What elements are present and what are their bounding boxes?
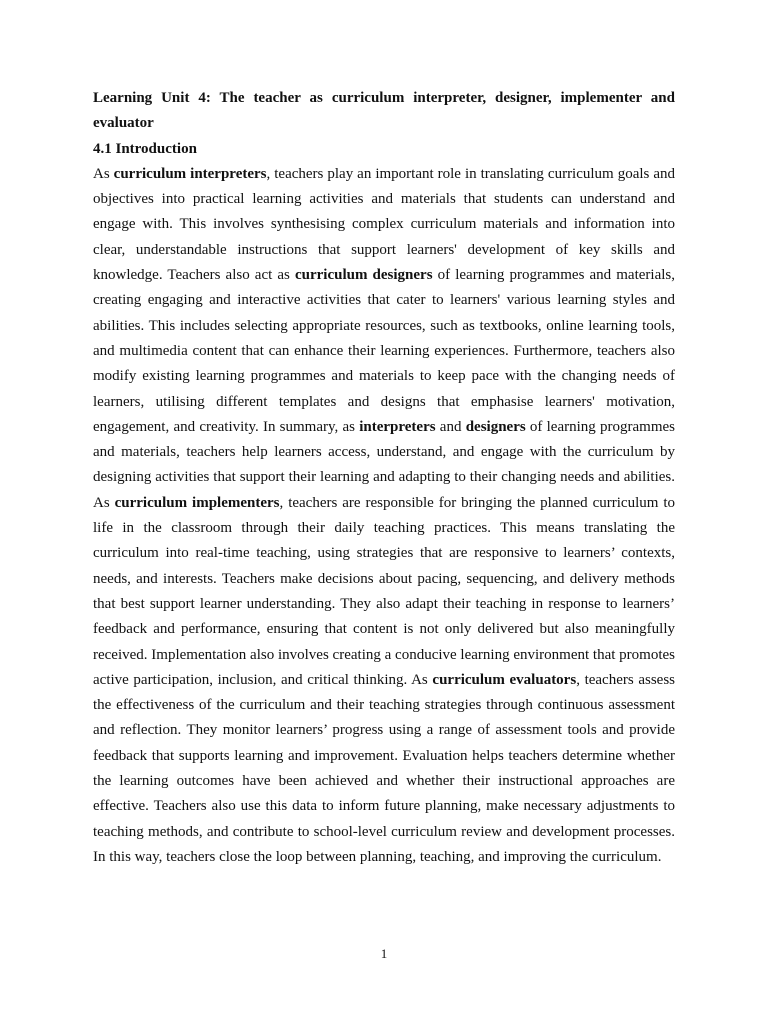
unit-title: Learning Unit 4: The teacher as curriculum interpreter, designer, implementer and evaluator <box>93 90 675 132</box>
page-number: 1 <box>380 946 388 961</box>
document-page <box>93 86 675 870</box>
bold-term: designers <box>465 418 526 435</box>
bold-term: curriculum evaluators <box>432 671 577 688</box>
paragraph-text: , teachers play an important role in translating curriculum goals and objectives into practical learning activities and materials that students can understand and engage with. This involves synthesising complex curriculum materials and information into clear, understandable instructions that support learners' development of key skills and knowledge. Teachers also act as <box>93 165 676 284</box>
section-heading: 4.1 Introduction <box>93 140 197 157</box>
bold-term: curriculum interpreters <box>113 165 267 182</box>
bold-term: curriculum designers <box>294 267 433 284</box>
paragraph-text: and <box>435 418 466 435</box>
paragraph-text: of learning programmes and materials, creating engaging and interactive activities that cater to learners' various learning styles and abilities. This includes selecting appropriate resources, such as textbooks, online learning tools, and multimedia content that can enhance their learning experiences. Furthermore, teachers also modify existing learning programmes and materials to keep pace with the changing needs of learners, utilising different templates and designs that emphasise learners' motivation, engagement, and creativity. In summary, as <box>93 267 675 435</box>
bold-term: interpreters <box>359 418 436 435</box>
introduction-paragraph <box>93 162 675 870</box>
bold-term: curriculum implementers <box>114 494 280 511</box>
paragraph-text: As <box>93 165 114 182</box>
paragraph-text: , teachers assess the effectiveness of the curriculum and their teaching strategies through continuous assessment and reflection. They monitor learners’ progress using a range of assessment tools and provide feedback that supports learning and improvement. Evaluation helps teachers determine whether the learning outcomes have been achieved and whether their instructional approaches are effective. Teachers also use this data to inform future planning, make necessary adjustments to teaching methods, and contribute to school-level curriculum review and development processes. In this way, teachers close the loop between planning, teaching, and improving the curriculum. <box>93 671 675 865</box>
paragraph-text: of learning programmes and materials, teachers help learners access, understand, and engage with the curriculum by designing activities that support their learning and adapting to their changing needs and abilities. As <box>93 418 675 511</box>
paragraph-text: , teachers are responsible for bringing the planned curriculum to life in the classroom through their daily teaching practices. This means translating the curriculum into real-time teaching, using strategies that are responsive to learners’ contexts, needs, and interests. Teachers make decisions about pacing, sequencing, and delivery methods that best support learner understanding. They also adapt their teaching in response to learners’ feedback and performance, ensuring that content is not only delivered but also meaningfully received. Implementation also involves creating a conducive learning environment that promotes active participation, inclusion, and critical thinking. As <box>93 494 676 688</box>
